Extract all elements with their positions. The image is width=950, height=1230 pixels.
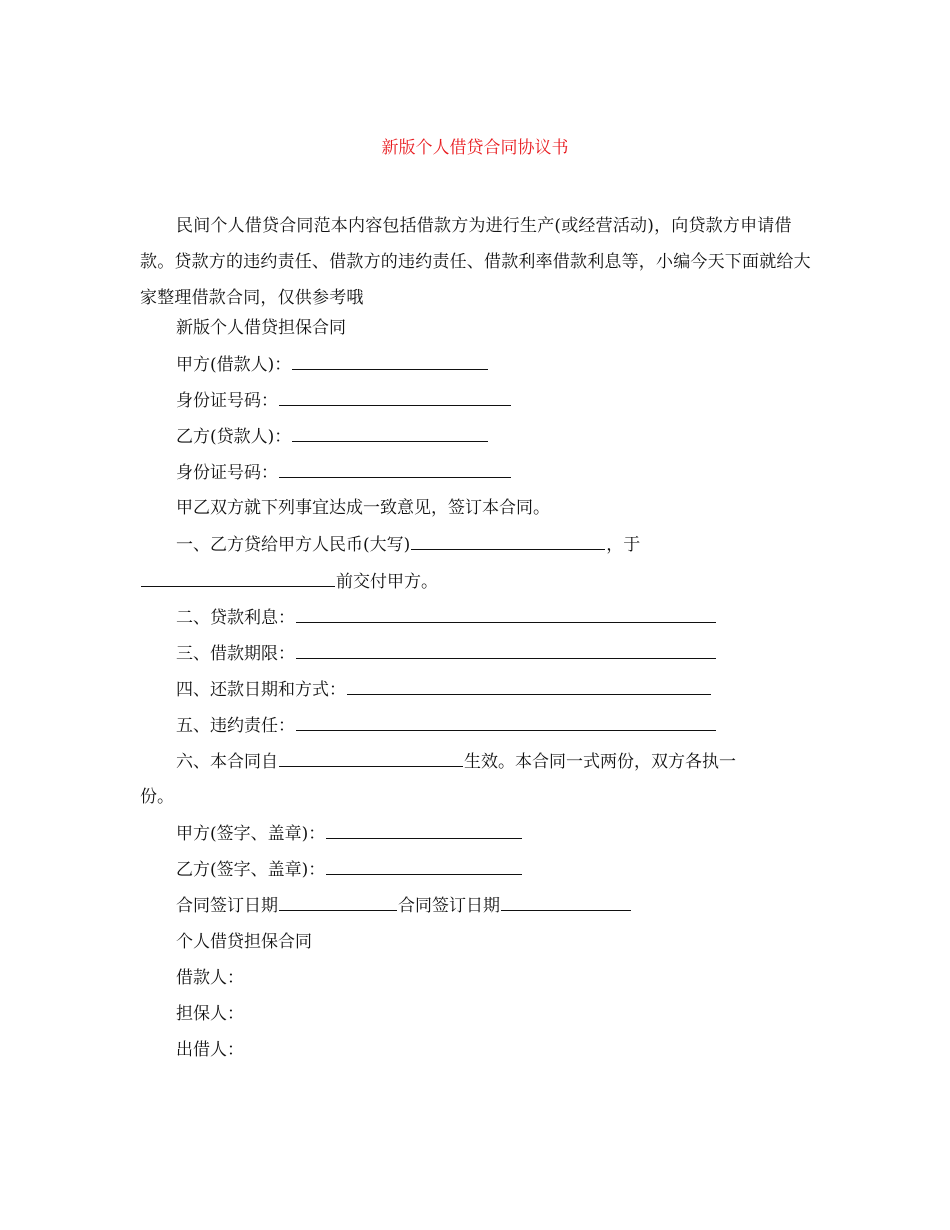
clause-6-text: 生效。本合同一式两份，双方各执一 [464, 752, 736, 772]
sign-b-label: 乙方(签字、盖章)： [176, 860, 326, 880]
clause-2-line [176, 605, 717, 630]
party-a-blank [292, 352, 488, 370]
section-title-guarantee-contract-2 [176, 930, 312, 954]
party-a-line [176, 352, 489, 377]
section-title-guarantee-contract [176, 316, 346, 340]
clause-5-label: 五、违约责任： [176, 716, 295, 736]
clause-1-label: 一、乙方贷给甲方人民币(大写) [176, 535, 411, 555]
section-2-title-text: 个人借贷担保合同 [176, 932, 312, 952]
guarantor-label: 担保人： [176, 1004, 244, 1024]
agreement-text: 甲乙双方就下列事宜达成一致意见，签订本合同。 [176, 498, 550, 518]
lender-line [176, 1038, 244, 1062]
sign-date-2-label: 合同签订日期 [398, 896, 500, 916]
sign-b-blank [326, 857, 522, 875]
party-a-label: 甲方(借款人)： [176, 355, 292, 375]
clause-3-blank [296, 641, 716, 659]
section-title-text: 新版个人借贷担保合同 [176, 318, 346, 338]
borrower-label: 借款人： [176, 968, 244, 988]
clause-4-line [176, 677, 712, 702]
party-b-blank [292, 424, 488, 442]
clause-3-label: 三、借款期限： [176, 644, 295, 664]
borrower-line [176, 966, 244, 990]
sign-b-line [176, 857, 523, 882]
party-b-label: 乙方(贷款人)： [176, 427, 292, 447]
clause-6-line [176, 749, 736, 774]
sign-date-2-blank [501, 893, 631, 911]
party-b-line [176, 424, 489, 449]
sign-date-1-label: 合同签订日期 [176, 896, 278, 916]
id-number-b-label: 身份证号码： [176, 463, 278, 483]
agreement-line [176, 496, 550, 520]
sign-date-line [176, 893, 632, 918]
clause-5-blank [296, 713, 716, 731]
clause-3-line [176, 641, 717, 666]
clause-6-blank [279, 749, 463, 767]
clause-6-label: 六、本合同自 [176, 752, 278, 772]
id-number-b-blank [279, 460, 511, 478]
sign-a-blank [326, 821, 522, 839]
clause-1-continuation-line [140, 569, 438, 594]
guarantor-line [176, 1002, 244, 1026]
id-number-b-line [176, 460, 512, 485]
clause-1-connector: ，于 [606, 535, 641, 555]
clause-1-amount-blank [411, 532, 605, 550]
document-title: 新版个人借贷合同协议书 [381, 138, 569, 158]
intro-paragraph: 民间个人借贷合同范本内容包括借款方为进行生产(或经营活动)，向贷款方申请借款。贷款方的违约责任、借款方的违约责任、借款利率借款利息等，小编今天下面就给大家整理借款合同，仅供参考哦 [140, 216, 811, 308]
sign-date-1-blank [279, 893, 397, 911]
id-number-a-line [176, 388, 512, 413]
clause-2-blank [296, 605, 716, 623]
lender-label: 出借人： [176, 1040, 244, 1060]
clause-6-continuation-line [140, 785, 174, 809]
clause-1-tail: 前交付甲方。 [336, 572, 438, 592]
clause-6-tail: 份。 [140, 787, 174, 807]
clause-1-line [176, 532, 640, 557]
sign-a-label: 甲方(签字、盖章)： [176, 824, 326, 844]
clause-4-label: 四、还款日期和方式： [176, 680, 346, 700]
clause-5-line [176, 713, 717, 738]
clause-2-label: 二、贷款利息： [176, 608, 295, 628]
clause-1-date-blank [141, 569, 335, 587]
sign-a-line [176, 821, 523, 846]
id-number-a-blank [279, 388, 511, 406]
clause-4-blank [347, 677, 711, 695]
id-number-a-label: 身份证号码： [176, 391, 278, 411]
